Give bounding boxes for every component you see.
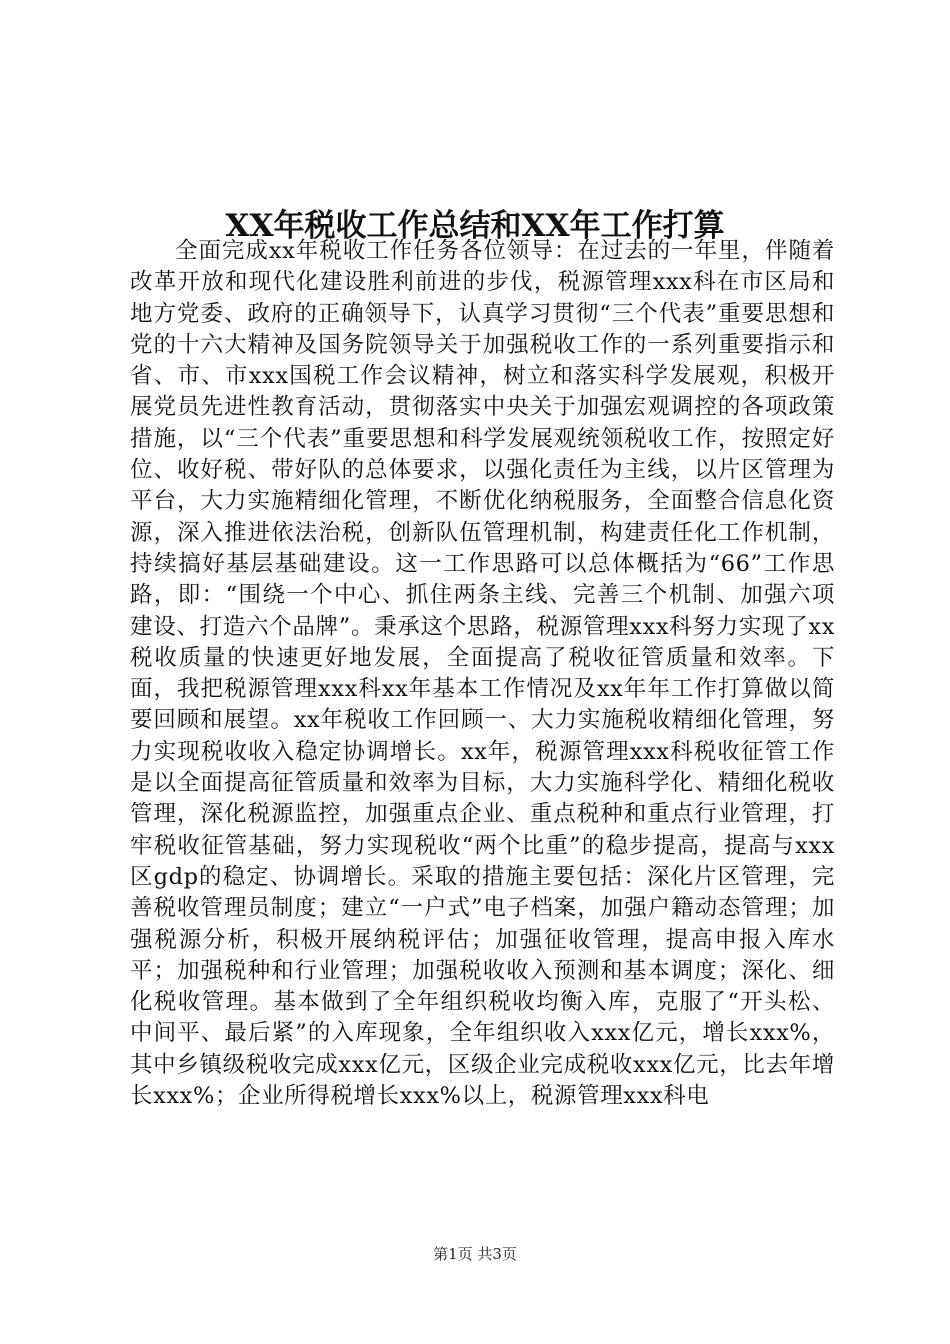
document-body-paragraph: 全面完成xx年税收工作任务各位领导：在过去的一年里，伴随着改革开放和现代化建设胜利前进的步伐，税源管理xxx科在市区局和地方党委、政府的正确领导下，认真学习贯彻“三个代表”重要思想和党的十六大精神及国务院领导关于加强税收工作的一系列重要指示和省、市、市xxx国税工作会议精神，树立和落实科学发展观，积极开展党员先进性教育活动，贯彻落实中央关于加强宏观调控的各项政策措施，以“三个代表”重要思想和科学发展观统领税收工作，按照定好位、收好税、带好队的总体要求，以强化责任为主线，以片区管理为平台，大力实施精细化管理，不断优化纳税服务，全面整合信息化资源，深入推进依法治税，创新队伍管理机制，构建责任化工作机制，持续搞好基层基础建设。这一工作思路可以总体概括为“66”工作思路，即：“围绕一个中心、抓住两条主线、完善三个机制、加强六项建设、打造六个品牌”。秉承这个思路，税源管理xxx科努力实现了xx税收质量的快速更好地发展，全面提高了税收征管质量和效率。下面，我把税源管理xxx科xx年基本工作情况及xx年年工作打算做以简要回顾和展望。xx年税收工作回顾一、大力实施税收精细化管理，努力实现税收收入稳定协调增长。xx年，税源管理xxx科税收征管工作是以全面提高征管质量和效率为目标，大力实施科学化、精细化税收管理，深化税源监控，加强重点企业、重点税种和重点行业管理，打牢税收征管基础，努力实现税收“两个比重”的稳步提高，提高与xxx区gdp的稳定、协调增长。采取的措施主要包括：深化片区管理，完善税收管理员制度；建立“一户式”电子档案，加强户籍动态管理；加强税源分析，积极开展纳税评估；加强征收管理，提高申报入库水平；加强税种和行业管理；加强税收收入预测和基本调度；深化、细化税收管理。基本做到了全年组织税收均衡入库，克服了“开头松、中间平、最后紧”的入库现象，全年组织收入xxx亿元，增长xxx%，其中乡镇级税收完成xxx亿元，区级企业完成税收xxx亿元，比去年增长xxx%；企业所得税增长xxx%以上，税源管理xxx科电: [130, 238, 835, 1110]
document-title: XX年税收工作总结和XX年工作打算: [225, 207, 725, 244]
page-number-footer: 第1页 共3页: [433, 1245, 517, 1263]
